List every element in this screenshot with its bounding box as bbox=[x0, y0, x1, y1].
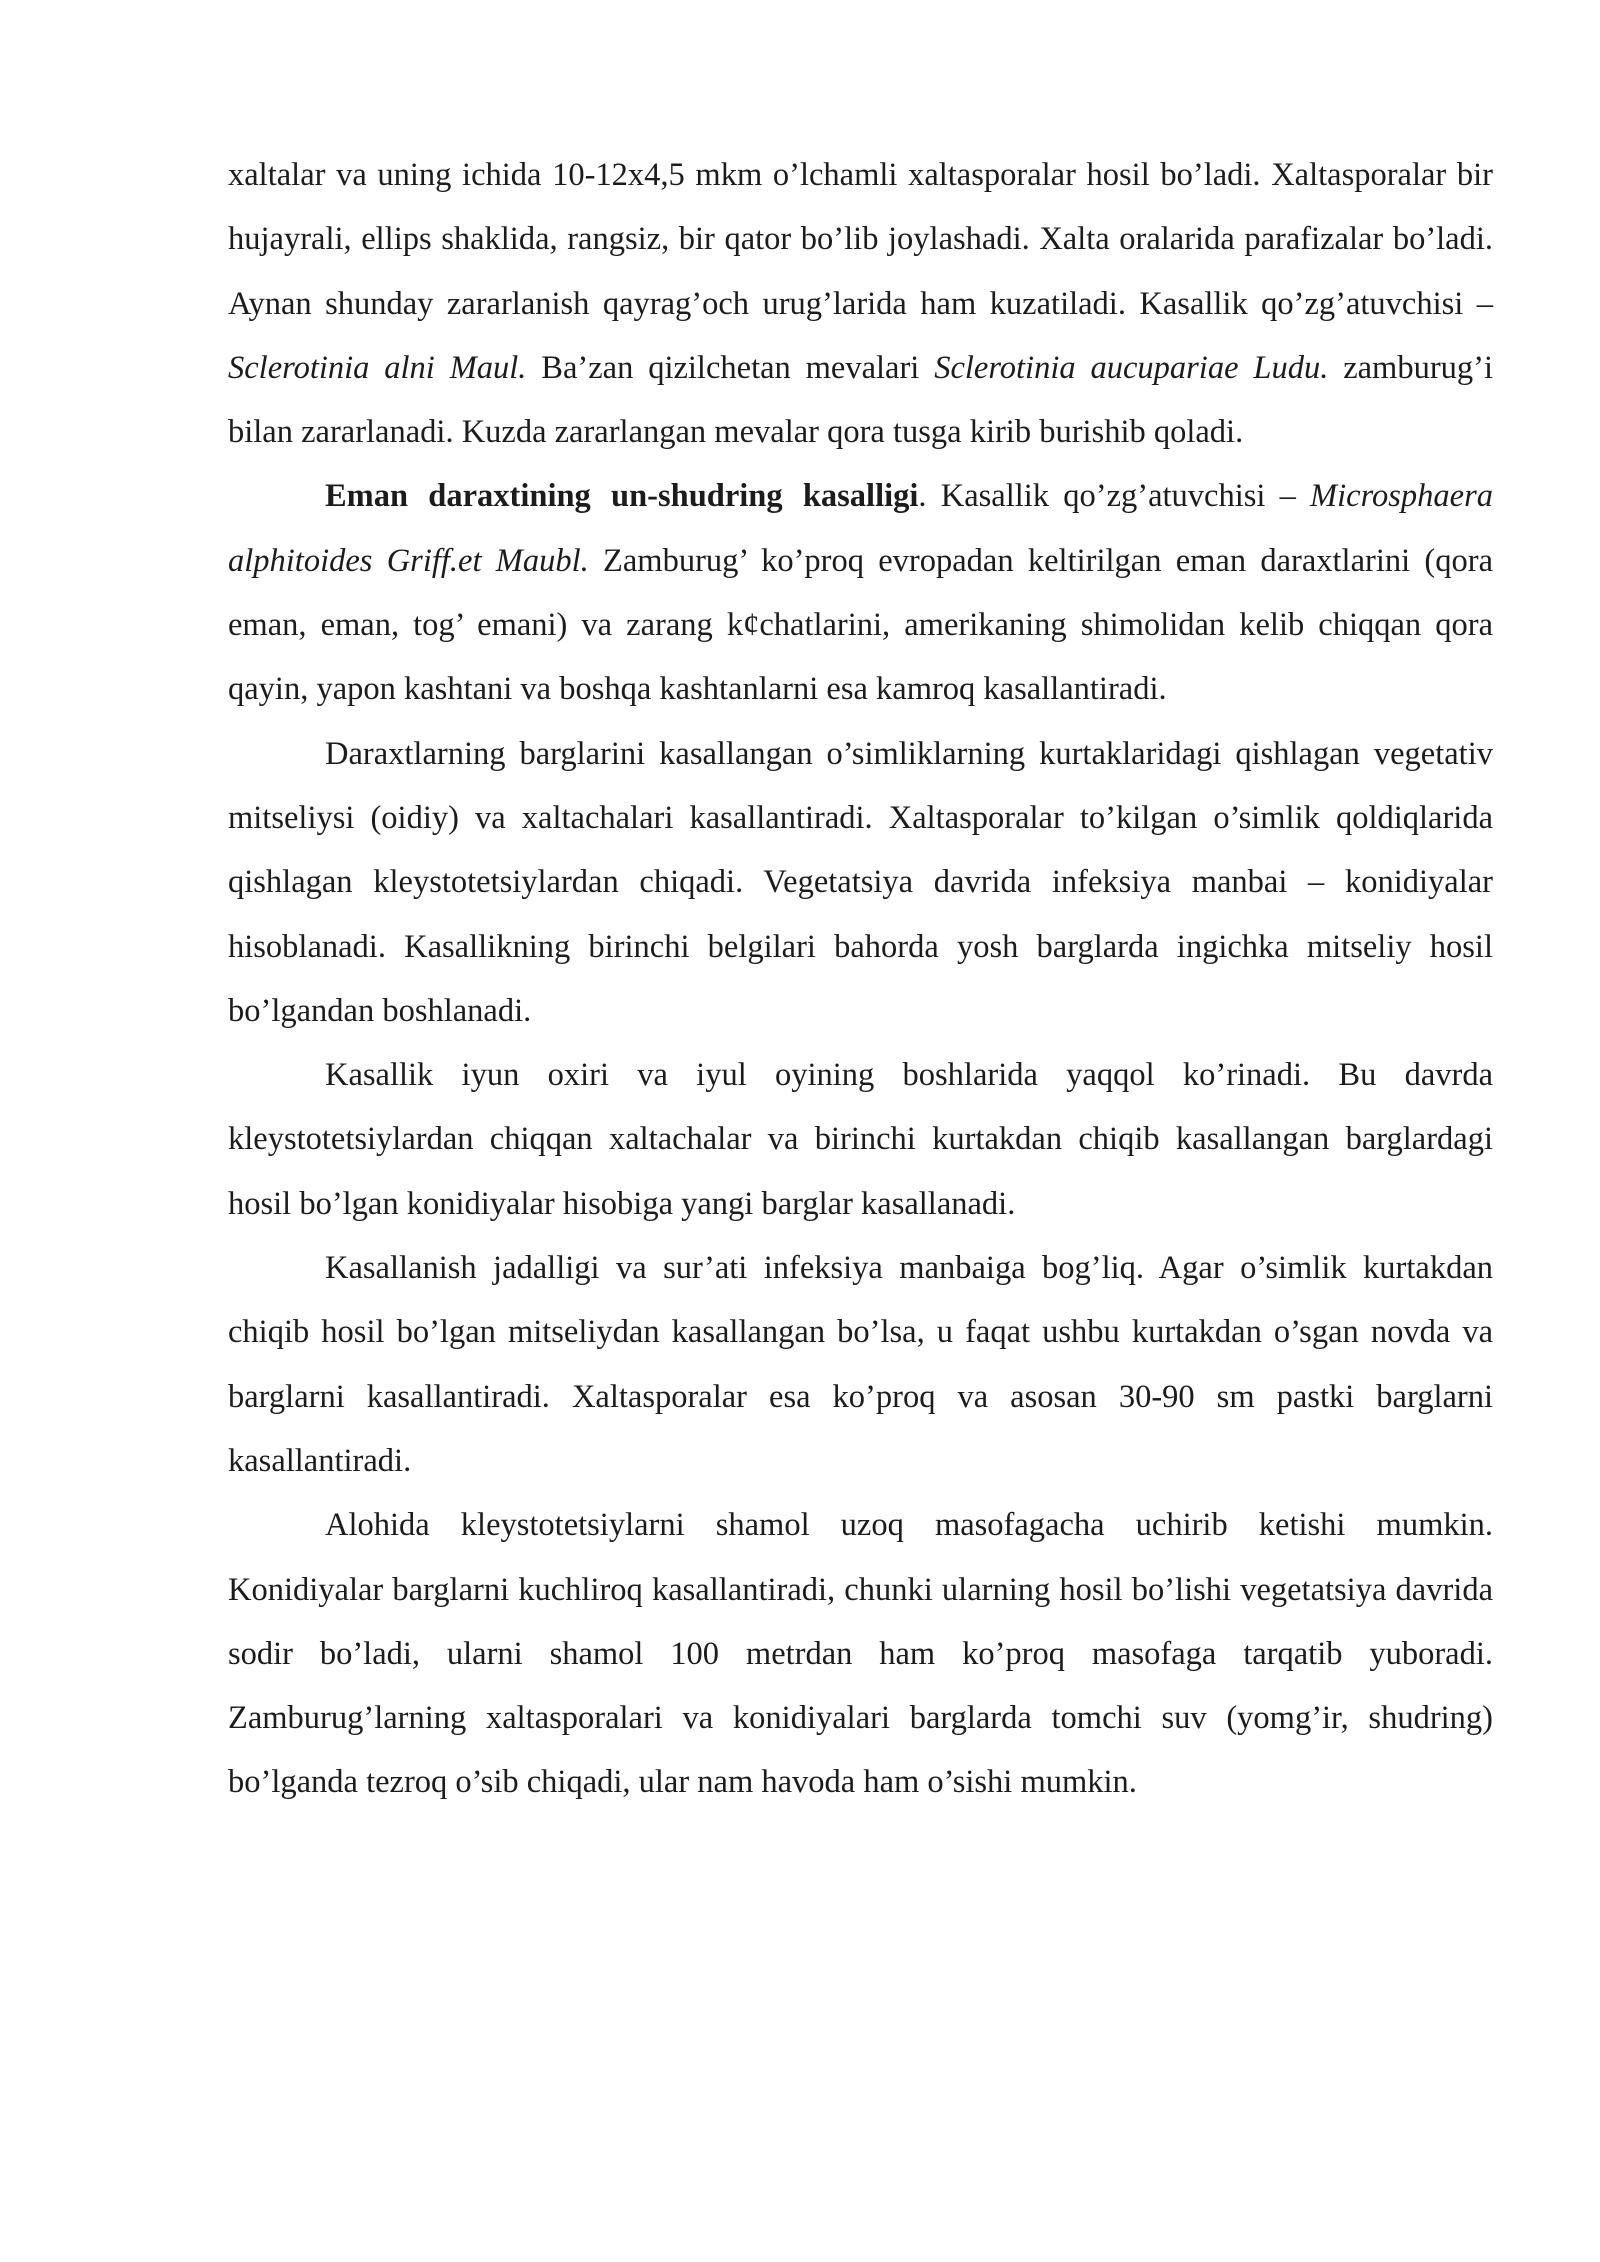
section-heading: Eman daraxtining un-shudring kasalligi bbox=[325, 478, 919, 515]
paragraph-1-text-1: xaltalar va uning ichida 10-12x4,5 mkm o’lchamli xaltasporalar hosil bo’ladi. Xaltasporalar bir hujayrali, ellips shaklida, rangsiz, bir qator bo’lib joylashadi. Xalta oralarida parafizalar bo’ladi. Aynan shunday zararlanish qayrag’och urug’larida ham kuzatiladi. Kasallik qo’zg’atuvchisi – bbox=[228, 157, 1493, 322]
paragraph-6: Alohida kleystotetsiylarni shamol uzoq masofagacha uchirib ketishi mumkin. Konidiyalar barglarni kuchliroq kasallantiradi, chunki ularning hosil bo’lishi vegetatsiya davrida sodir bo’ladi, ularni shamol 100 metrdan ham ko’proq masofaga tarqatib yuboradi. Zamburug’larning xaltasporalari va konidiyalari barglarda tomchi suv (yomg’ir, shudring) bo’lganda tezroq o’sib chiqadi, ular nam havoda ham o’sishi mumkin. bbox=[228, 1507, 1493, 1801]
latin-name-microsphaera: Microsphaera alphitoides Griff.et Maubl. bbox=[228, 478, 1493, 579]
paragraph-4: Kasallik iyun oxiri va iyul oyining boshlarida yaqqol ko’rinadi. Bu davrda kleystotetsiylardan chiqqan xaltachalar va birinchi kurtakdan chiqib kasallangan barglardagi hosil bo’lgan konidiyalar hisobiga yangi barglar kasallanadi. bbox=[228, 1057, 1493, 1222]
document-page bbox=[228, 143, 1493, 1815]
paragraph-5: Kasallanish jadalligi va sur’ati infeksiya manbaiga bog’liq. Agar o’simlik kurtakdan chiqib hosil bo’lgan mitseliydan kasallangan bo’lsa, u faqat ushbu kurtakdan o’sgan novda va barglarni kasallantiradi. Xaltasporalar esa ko’proq va asosan 30-90 sm pastki barglarni kasallantiradi. bbox=[228, 1250, 1493, 1479]
paragraph-3: Daraxtlarning barglarini kasallangan o’simliklarning kurtaklaridagi qishlagan vegetativ mitseliysi (oidiy) va xaltachalari kasallantiradi. Xaltasporalar to’kilgan o’simlik qoldiqlarida qishlagan kleystotetsiylardan chiqadi. Vegetatsiya davrida infeksiya manbai – konidiyalar hisoblanadi. Kasallikning birinchi belgilari bahorda yosh barglarda ingichka mitseliy hosil bo’lgandan boshlanadi. bbox=[228, 735, 1493, 1029]
paragraph-1-text-3: zamburug’i bilan zararlanadi. Kuzda zararlangan mevalar qora tusga kirib burishib qoladi. bbox=[228, 349, 1494, 451]
paragraph-1-text-2: Ba’zan qizilchetan mevalari bbox=[526, 349, 935, 386]
paragraph-2-text-2: Zamburug’ ko’proq evropadan keltirilgan eman daraxtlarini (qora eman, eman, tog’ emani) va zarang k¢chatlarini, amerikaning shimolidan kelib chiqqan qora qayin, yapon kashtani va boshqa kashtanlarni esa kamroq kasallantiradi. bbox=[228, 542, 1493, 708]
paragraph-1 bbox=[228, 143, 1493, 464]
paragraph-2 bbox=[228, 464, 1493, 721]
latin-name-sclerotinia-alni: Sclerotinia alni Maul. bbox=[228, 349, 527, 386]
latin-name-sclerotinia-aucupariae: Sclerotinia aucupariae Ludu. bbox=[934, 349, 1329, 386]
paragraph-2-text-1: . Kasallik qo’zg’atuvchisi – bbox=[918, 478, 1311, 515]
